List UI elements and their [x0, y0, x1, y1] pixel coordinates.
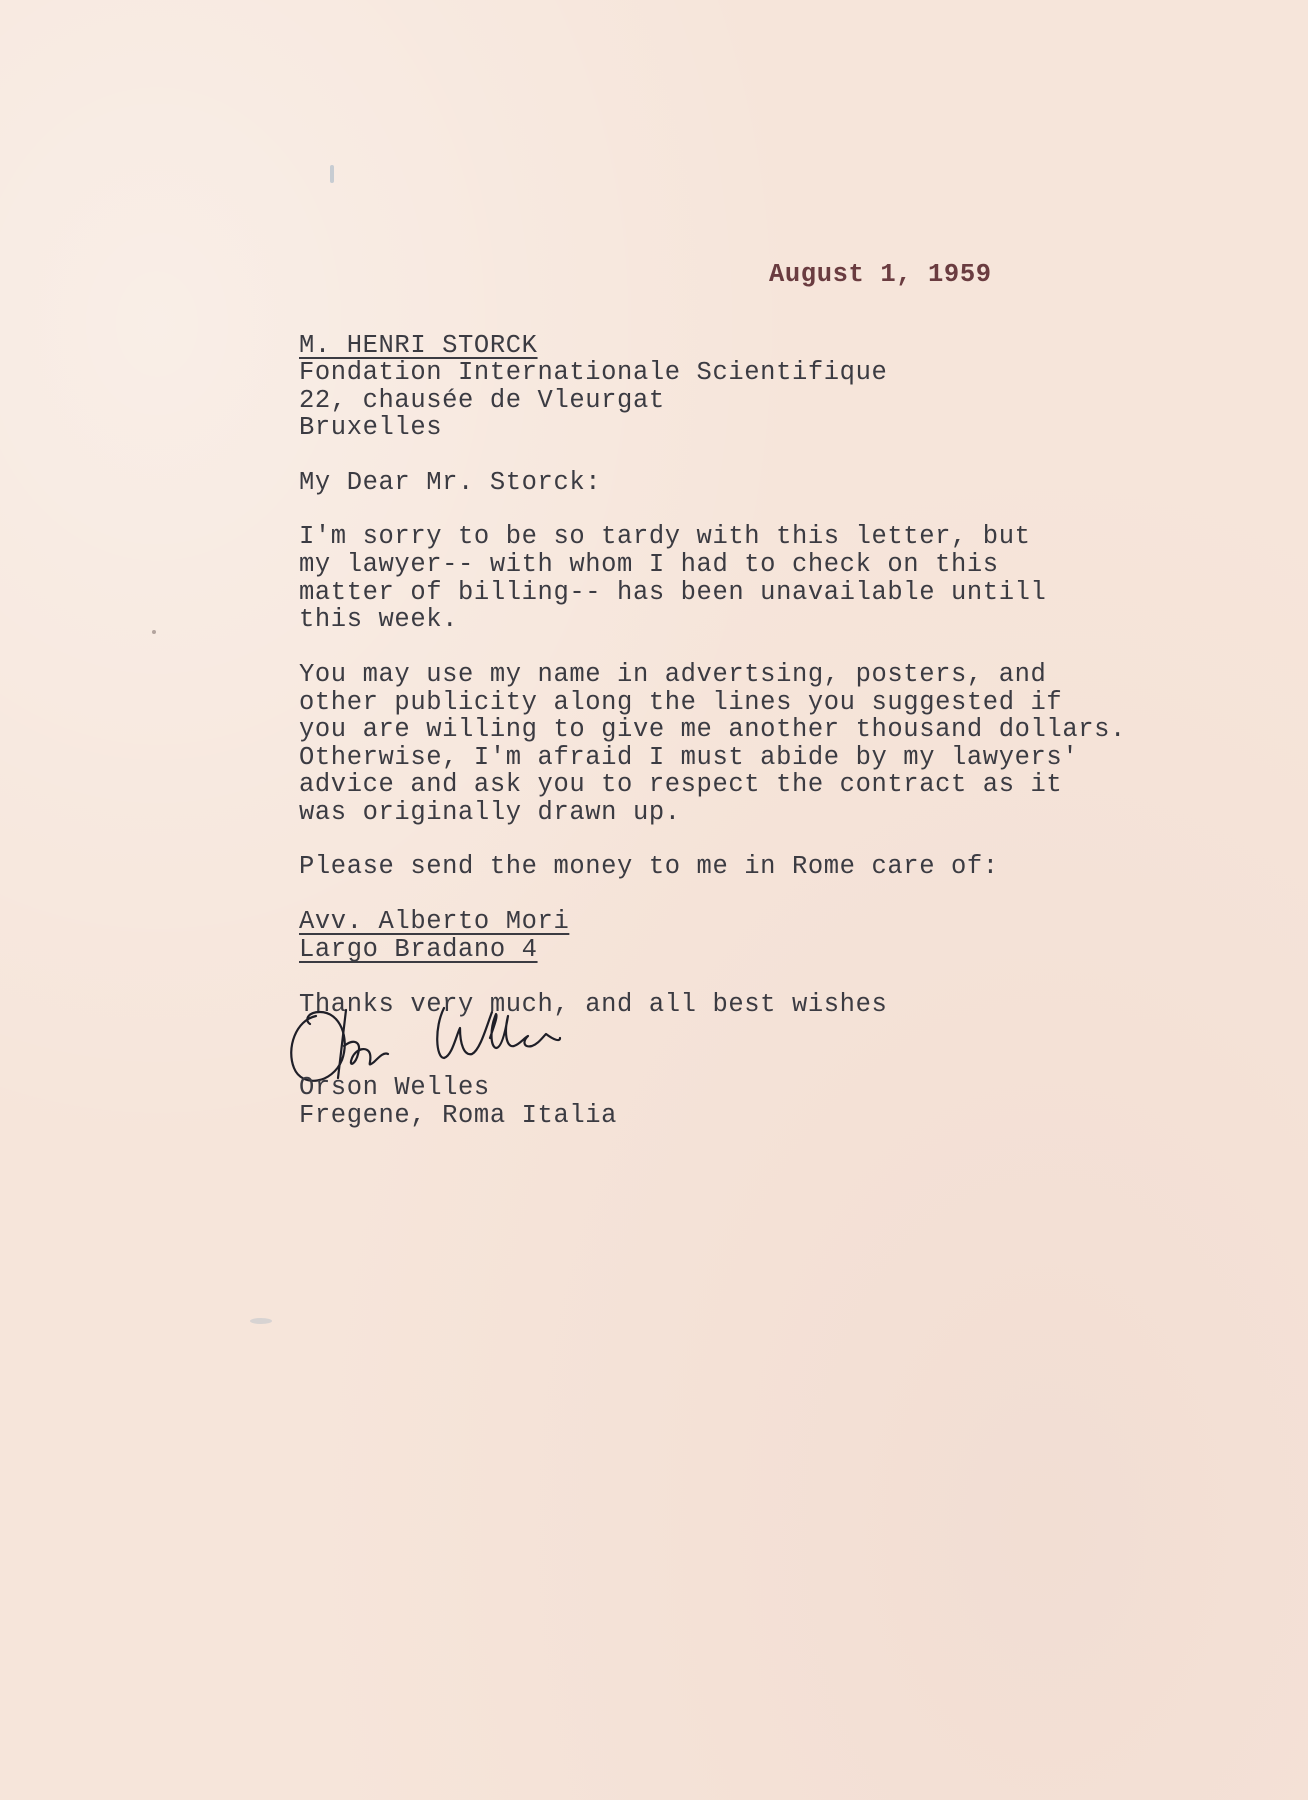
- sender-name: Orson Welles: [299, 1073, 490, 1102]
- paragraph1-line: matter of billing-- has been unavailable untill: [299, 578, 1047, 607]
- payment-address-line1: Avv. Alberto Mori: [299, 907, 570, 936]
- closing: Thanks very much, and all best wishes: [299, 990, 888, 1019]
- letter-date: August 1, 1959: [769, 260, 992, 289]
- paragraph1-line: this week.: [299, 605, 459, 634]
- sender-location: Fregene, Roma Italia: [299, 1101, 618, 1130]
- paragraph1-line: I'm sorry to be so tardy with this letter, but: [299, 522, 1031, 551]
- payment-address-line2: Largo Bradano 4: [299, 935, 538, 964]
- paragraph2-line: other publicity along the lines you suggested if: [299, 688, 1063, 717]
- payment-request: Please send the money to me in Rome care of:: [299, 852, 999, 881]
- paragraph1-line: my lawyer-- with whom I had to check on this: [299, 550, 999, 579]
- recipient-organization: Fondation Internationale Scientifique: [299, 358, 888, 387]
- paper-speck: [152, 630, 156, 634]
- paragraph2-line: was originally drawn up.: [299, 798, 681, 827]
- paragraph2-line: Otherwise, I'm afraid I must abide by my lawyers': [299, 743, 1079, 772]
- recipient-city: Bruxelles: [299, 413, 443, 442]
- paragraph2-line: advice and ask you to respect the contract as it: [299, 770, 1063, 799]
- paragraph2-line: you are willing to give me another thousand dollars.: [299, 715, 1126, 744]
- salutation: My Dear Mr. Storck:: [299, 468, 602, 497]
- recipient-name: M. HENRI STORCK: [299, 331, 538, 360]
- paper-speck: [330, 165, 334, 183]
- paragraph2-line: You may use my name in advertsing, posters, and: [299, 660, 1047, 689]
- paper-speck: [250, 1318, 272, 1324]
- recipient-street: 22, chausée de Vleurgat: [299, 386, 665, 415]
